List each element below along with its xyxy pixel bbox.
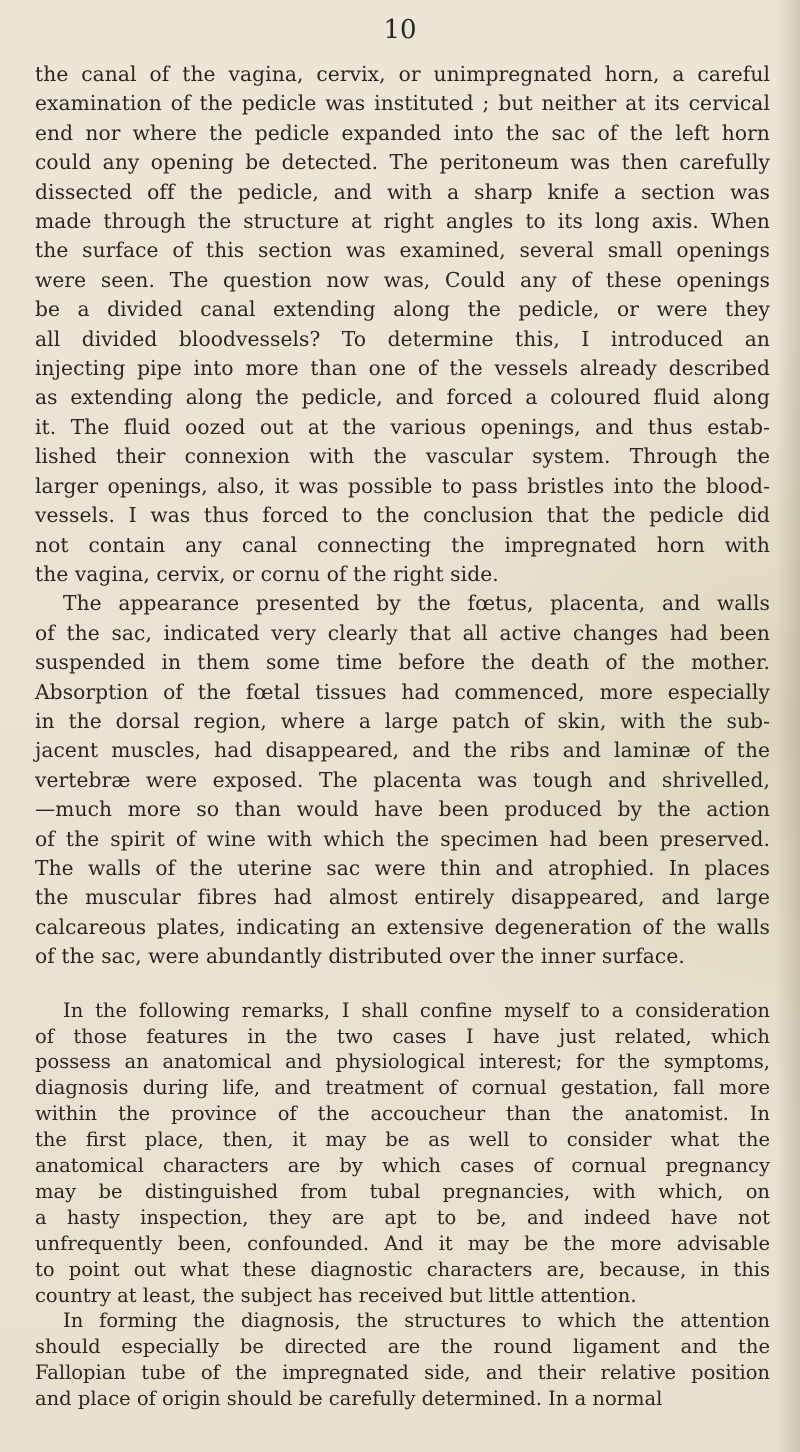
text-line: The appearance presented by the fœtus, placenta, and walls	[63, 591, 770, 616]
text-line: could any opening be detected. The peritoneum was then carefully	[35, 150, 770, 175]
page-edge-shadow	[776, 0, 800, 1452]
text-line: lished their connexion with the vascular system. Through the	[35, 444, 770, 469]
text-line: vessels. I was thus forced to the conclusion that the pedicle did	[35, 503, 770, 528]
text-line: in the dorsal region, where a large patch of skin, with the sub-	[35, 708, 770, 733]
text-line: the canal of the vagina, cervix, or unimpregnated horn, a careful	[35, 62, 770, 86]
text-line: The walls of the uterine sac were thin and atrophied. In places	[35, 855, 770, 880]
paragraph-4	[35, 1308, 770, 1412]
text-line: of the sac, indicated very clearly that all active changes had been	[35, 620, 770, 645]
text-line: injecting pipe into more than one of the vessels already described	[35, 356, 770, 381]
text-line: it. The fluid oozed out at the various openings, and thus estab-	[35, 414, 770, 439]
text-line: made through the structure at right angles to its long axis. When	[35, 209, 770, 234]
text-line: —much more so than would have been produced by the action	[35, 797, 770, 822]
text-line: larger openings, also, it was possible to pass bristles into the blood-	[35, 473, 770, 498]
text-line: suspended in them some time before the death of the mother.	[35, 650, 770, 675]
text-line: country at least, the subject has received but little attention.	[35, 1283, 637, 1307]
text-line: a hasty inspection, they are apt to be, and indeed have not	[35, 1205, 770, 1229]
text-line: the muscular fibres had almost entirely disappeared, and large	[35, 885, 770, 910]
text-line: diagnosis during life, and treatment of cornual gestation, fall more	[35, 1076, 770, 1100]
text-line: all divided bloodvessels? To determine this, I introduced an	[35, 326, 770, 351]
text-line: within the province of the accoucheur than the anatomist. In	[35, 1102, 770, 1126]
text-line: calcareous plates, indicating an extensive degeneration of the walls	[35, 914, 770, 939]
text-line: as extending along the pedicle, and forced a coloured fluid along	[35, 385, 770, 410]
body-text	[35, 60, 770, 1412]
text-line: to point out what these diagnostic characters are, because, in this	[35, 1257, 770, 1281]
text-line: vertebræ were exposed. The placenta was tough and shrivelled,	[35, 767, 770, 792]
text-line: be a divided canal extending along the pedicle, or were they	[35, 297, 770, 322]
page-number: 10	[383, 15, 417, 45]
text-line: Absorption of the fœtal tissues had commenced, more especially	[35, 679, 770, 704]
text-line: of the sac, were abundantly distributed over the inner surface.	[35, 944, 685, 969]
paragraph-1	[35, 60, 770, 589]
text-line: not contain any canal connecting the impregnated horn with	[35, 532, 770, 557]
text-line: In the following remarks, I shall confine myself to a consideration	[63, 998, 770, 1022]
text-line: possess an anatomical and physiological interest; for the symptoms,	[35, 1050, 770, 1074]
text-line: In forming the diagnosis, the structures to which the attention	[63, 1309, 770, 1333]
text-line: anatomical characters are by which cases of cornual pregnancy	[35, 1154, 770, 1178]
paragraph-2	[35, 589, 770, 971]
text-line: were seen. The question now was, Could any of these openings	[35, 267, 770, 292]
paragraph-3	[35, 998, 770, 1309]
text-line: the first place, then, it may be as well to consider what the	[35, 1128, 770, 1152]
text-line: dissected off the pedicle, and with a sharp knife a section was	[35, 179, 770, 204]
text-line: end nor where the pedicle expanded into the sac of the left horn	[35, 120, 770, 145]
text-line: of those features in the two cases I have just related, which	[35, 1024, 770, 1048]
text-line: should especially be directed are the round ligament and the	[35, 1335, 770, 1359]
text-line: Fallopian tube of the impregnated side, and their relative position	[35, 1361, 770, 1385]
text-line: of the spirit of wine with which the specimen had been preserved.	[35, 826, 770, 851]
text-line: unfrequently been, confounded. And it may be the more advisable	[35, 1231, 770, 1255]
text-line: and place of origin should be carefully determined. In a normal	[35, 1387, 663, 1411]
text-line: examination of the pedicle was instituted ; but neither at its cervical	[35, 91, 770, 116]
text-line: the vagina, cervix, or cornu of the right side.	[35, 561, 499, 586]
text-line: jacent muscles, had disappeared, and the ribs and laminæ of the	[35, 738, 770, 763]
text-line: the surface of this section was examined, several small openings	[35, 238, 770, 263]
text-line: may be distinguished from tubal pregnancies, with which, on	[35, 1179, 770, 1203]
